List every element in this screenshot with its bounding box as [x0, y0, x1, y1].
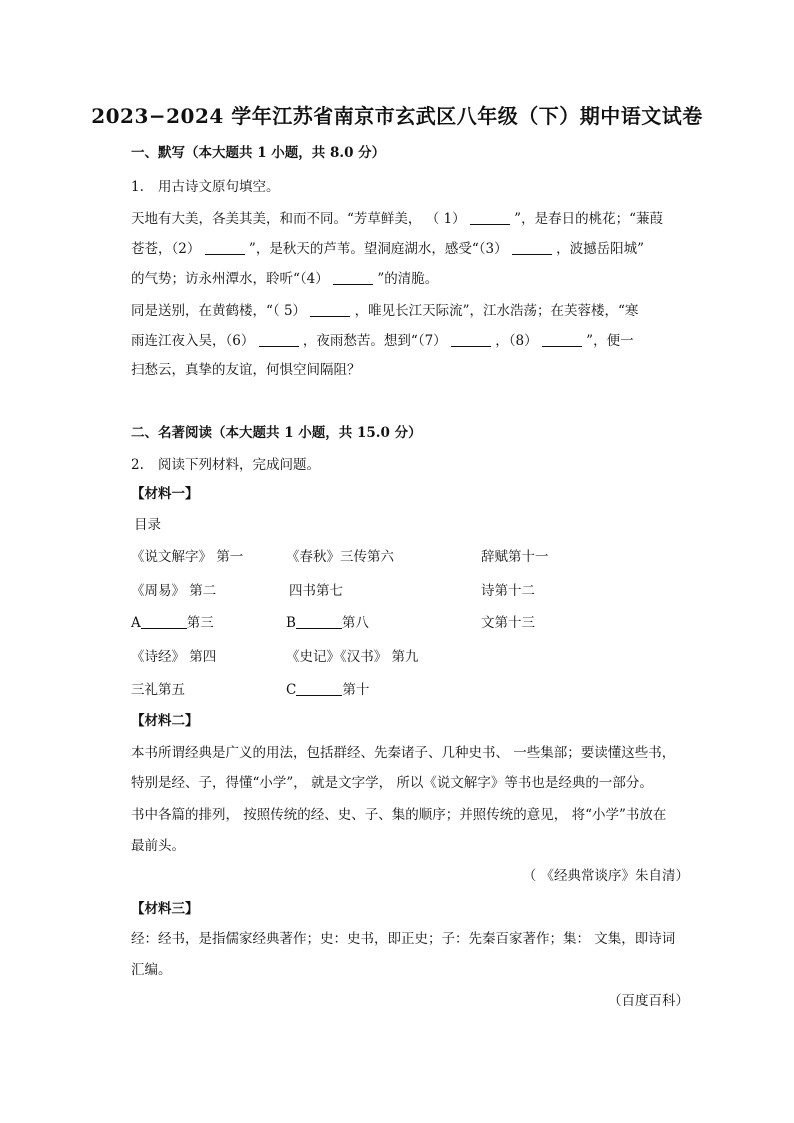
blank-2	[205, 240, 245, 255]
toc-c2-r5	[286, 680, 369, 700]
material-2-line-2: 特别是经、子，得懂“小学”， 就是文字学， 所以《说文解字》等书也是经典的一部分。	[131, 775, 653, 791]
q1-line-5-part-2: ，夜雨愁苦。想到“（7）	[298, 333, 451, 349]
toc-c2-r3	[286, 613, 369, 633]
toc-c3-r2: 诗第十二	[481, 583, 535, 599]
q1-line-2	[131, 239, 644, 259]
toc-c1-r3-suffix: 第三	[186, 615, 214, 631]
blank-3	[512, 240, 552, 255]
blank-a	[141, 614, 187, 629]
blank-6	[259, 332, 299, 347]
toc-c2-r5-label: C	[286, 682, 297, 698]
q1-line-2-part-1: 苍苍，（2）	[131, 241, 205, 257]
q1-line-4	[131, 301, 638, 321]
toc-c2-r4: 《史记》《汉书》 第九	[286, 649, 419, 665]
toc-c2-r2: 四书第七	[289, 583, 343, 599]
q1-prompt: 用古诗文原句填空。	[158, 179, 280, 195]
q1-line-2-part-2: ”，是秋天的芦苇。望洞庭湖水，感受“（3）	[244, 241, 512, 257]
material-2-source: （ 《经典常谈序》朱自清）	[522, 868, 689, 884]
toc-c1-r3-label: A	[131, 615, 141, 631]
q1-line-5-part-1: 雨连江夜入吴，（6）	[131, 333, 259, 349]
material-1-label: 【材料一】	[131, 486, 199, 502]
toc-c1-r4: 《诗经》 第四	[131, 649, 217, 665]
toc-c2-r3-suffix: 第八	[341, 615, 369, 631]
toc-c3-r1: 辞赋第十一	[481, 549, 549, 565]
q1-line-5-part-4: ”，便一	[581, 333, 634, 349]
material-2-line-1: 本书所谓经典是广义的用法，包括群经、先秦诸子、几种史书、 一些集部；要读懂这些书，	[131, 745, 676, 761]
blank-4	[333, 270, 373, 285]
blank-7	[451, 332, 491, 347]
material-2-line-3: 书中各篇的排列， 按照传统的经、史、子、集的顺序；并照传统的意见， 将“小学”书放在	[131, 807, 667, 823]
toc-c1-r5: 三礼第五	[131, 682, 185, 698]
blank-c	[296, 681, 342, 696]
q1-number: 1.	[131, 179, 144, 195]
q1-line-6: 扫愁云，真挚的友谊，何惧空间隔阻？	[131, 362, 361, 378]
material-2-label: 【材料二】	[131, 713, 199, 729]
toc-c2-r5-suffix: 第十	[342, 682, 370, 698]
toc-c2-r3-label: B	[286, 615, 296, 631]
q1-line-5	[131, 331, 634, 351]
toc-c2-r1: 《春秋》三传第六	[286, 549, 394, 565]
toc-c1-r2: 《周易》 第二	[131, 583, 217, 599]
q1-line-2-part-3: ，波撼岳阳城”	[551, 241, 645, 257]
section2-heading: 二、名著阅读（本大题共 1 小题，共 15.0 分）	[131, 425, 422, 441]
q1-line-5-part-3: ，（8）	[490, 333, 542, 349]
exam-title: 2023−2024 学年江苏省南京市玄武区八年级（下）期中语文试卷	[91, 104, 703, 128]
q1-line-1-part-2: ”，是春日的桃花；“蒹葭	[509, 211, 663, 227]
q1-line-3	[131, 269, 438, 289]
toc-c3-r3: 文第十三	[481, 615, 535, 631]
material-3-source: （百度百科）	[608, 993, 689, 1009]
blank-1	[470, 210, 510, 225]
q1-line-4-part-2: ，唯见长江天际流”，江水浩荡；在芙蓉楼，“寒	[350, 303, 639, 319]
toc-c1-r3	[131, 613, 214, 633]
q1-line-3-part-1: 的气势；访永州潭水，聆听“（4）	[131, 271, 334, 287]
material-3-line-2: 汇编。	[131, 962, 172, 978]
material-3-line-1: 经：经书，是指儒家经典著作；史：史书，即正史；子：先秦百家著作；集： 文集，即诗词	[131, 931, 676, 947]
section1-heading: 一、默写（本大题共 1 小题，共 8.0 分）	[131, 145, 386, 161]
q1-line-4-part-1: 同是送别，在黄鹤楼，“（ 5）	[131, 303, 311, 319]
blank-5	[310, 302, 350, 317]
q1-line-1	[131, 209, 663, 229]
material-2-line-4: 最前头。	[131, 838, 185, 854]
q1-line-1-part-1: 天地有大美，各美其美，和而不同。“芳草鲜美， （ 1）	[131, 211, 470, 227]
toc-c1-r1: 《说文解字》 第一	[131, 549, 244, 565]
toc-title: 目录	[134, 517, 161, 533]
q1-line-3-part-2: ”的清脆。	[373, 271, 439, 287]
blank-b	[296, 614, 342, 629]
q2-prompt: 阅读下列材料，完成问题。	[158, 457, 320, 473]
q2-number: 2.	[131, 457, 144, 473]
blank-8	[542, 332, 582, 347]
material-3-label: 【材料三】	[131, 901, 199, 917]
